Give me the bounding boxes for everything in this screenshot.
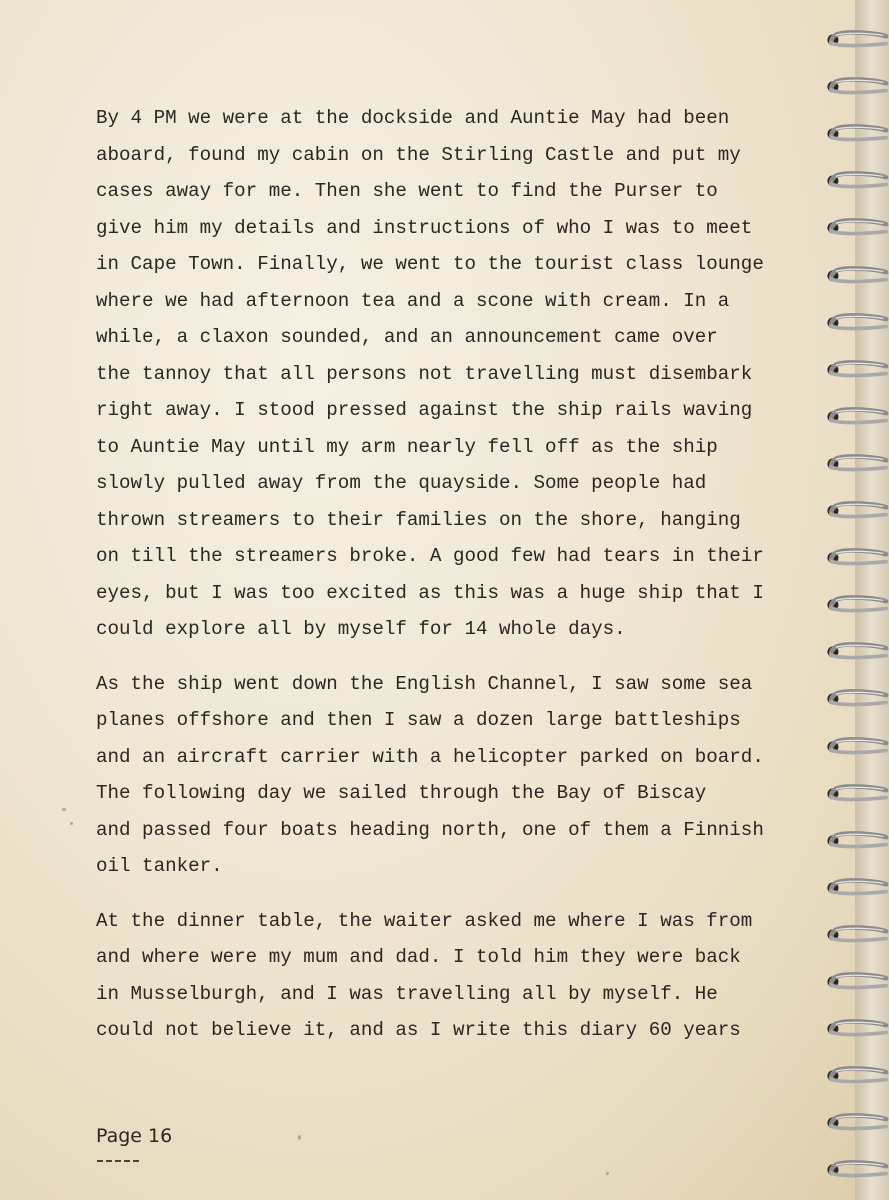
paper-speck [70,822,73,825]
text-line: in Musselburgh, and I was travelling all by myself. He [96,982,718,1005]
text-line: At the dinner table, the waiter asked me where I was from [96,909,753,932]
text-line: cases away for me. Then she went to find the Purser to [96,180,718,202]
spiral-binding [820,0,889,1200]
text-line: thrown streamers to their families on the shore, hanging [96,508,741,531]
text-line: in Cape Town. Finally, we went to the tourist class lounge [96,253,764,275]
text-line: right away. I stood pressed against the ship rails waving [96,399,753,421]
text-line: while, a claxon sounded, and an announcement came over [96,326,718,348]
binding-ring [820,452,889,474]
text-line: the tannoy that all persons not travelling must disembark [96,362,753,385]
paper-speck [62,808,66,811]
text-line: where we had afternoon tea and a scone with cream. In a [96,289,730,312]
text-line: and passed four boats heading north, one of them a Finnish [96,818,764,841]
text-line: and where were my mum and dad. I told him they were back [96,946,741,968]
text-line: oil tanker. [96,855,223,877]
text-line: The following day we sailed through the Bay of Biscay [96,782,707,804]
binding-ring [820,1158,889,1180]
binding-ring [820,405,889,427]
binding-ring [820,829,889,851]
text-line: give him my details and instructions of who I was to meet [96,216,753,239]
binding-ring [820,1111,889,1133]
binding-ring [820,876,889,898]
binding-ring [820,687,889,709]
binding-ring [820,499,889,521]
binding-ring [820,1017,889,1039]
binding-ring [820,169,889,191]
binding-ring [820,1064,889,1086]
binding-ring [820,923,889,945]
paragraph-3 [96,903,786,1049]
paper-speck [606,1172,609,1175]
binding-ring [820,782,889,804]
text-line: As the ship went down the English Channel, I saw some sea [96,672,753,695]
text-line: could explore all by myself for 14 whole days. [96,618,626,640]
paragraph-1 [96,100,786,648]
binding-ring [820,122,889,144]
binding-ring [820,640,889,662]
binding-ring [820,593,889,615]
text-line: planes offshore and then I saw a dozen large battleships [96,709,741,731]
binding-ring [820,735,889,757]
binding-ring [820,311,889,333]
text-line: slowly pulled away from the quayside. Some people had [96,472,707,494]
text-line: eyes, but I was too excited as this was a huge ship that I [96,581,764,604]
text-line: on till the streamers broke. A good few had tears in their [96,545,764,567]
binding-ring [820,216,889,238]
binding-ring [820,264,889,286]
text-line: aboard, found my cabin on the Stirling Castle and put my [96,143,741,166]
binding-ring [820,970,889,992]
text-line: By 4 PM we were at the dockside and Auntie May had been [96,107,730,129]
paragraph-2 [96,666,786,885]
text-line: to Auntie May until my arm nearly fell off as the ship [96,435,718,458]
paper-speck [298,1135,301,1140]
page-number-underline [97,1160,139,1162]
binding-ring [820,28,889,50]
binding-ring [820,358,889,380]
text-line: could not believe it, and as I write this diary 60 years [96,1019,741,1041]
page-number: Page 16 [96,1125,173,1147]
body-text [96,100,786,1067]
text-line: and an aircraft carrier with a helicopter parked on board. [96,745,764,768]
binding-ring [820,546,889,568]
binding-ring [820,75,889,97]
